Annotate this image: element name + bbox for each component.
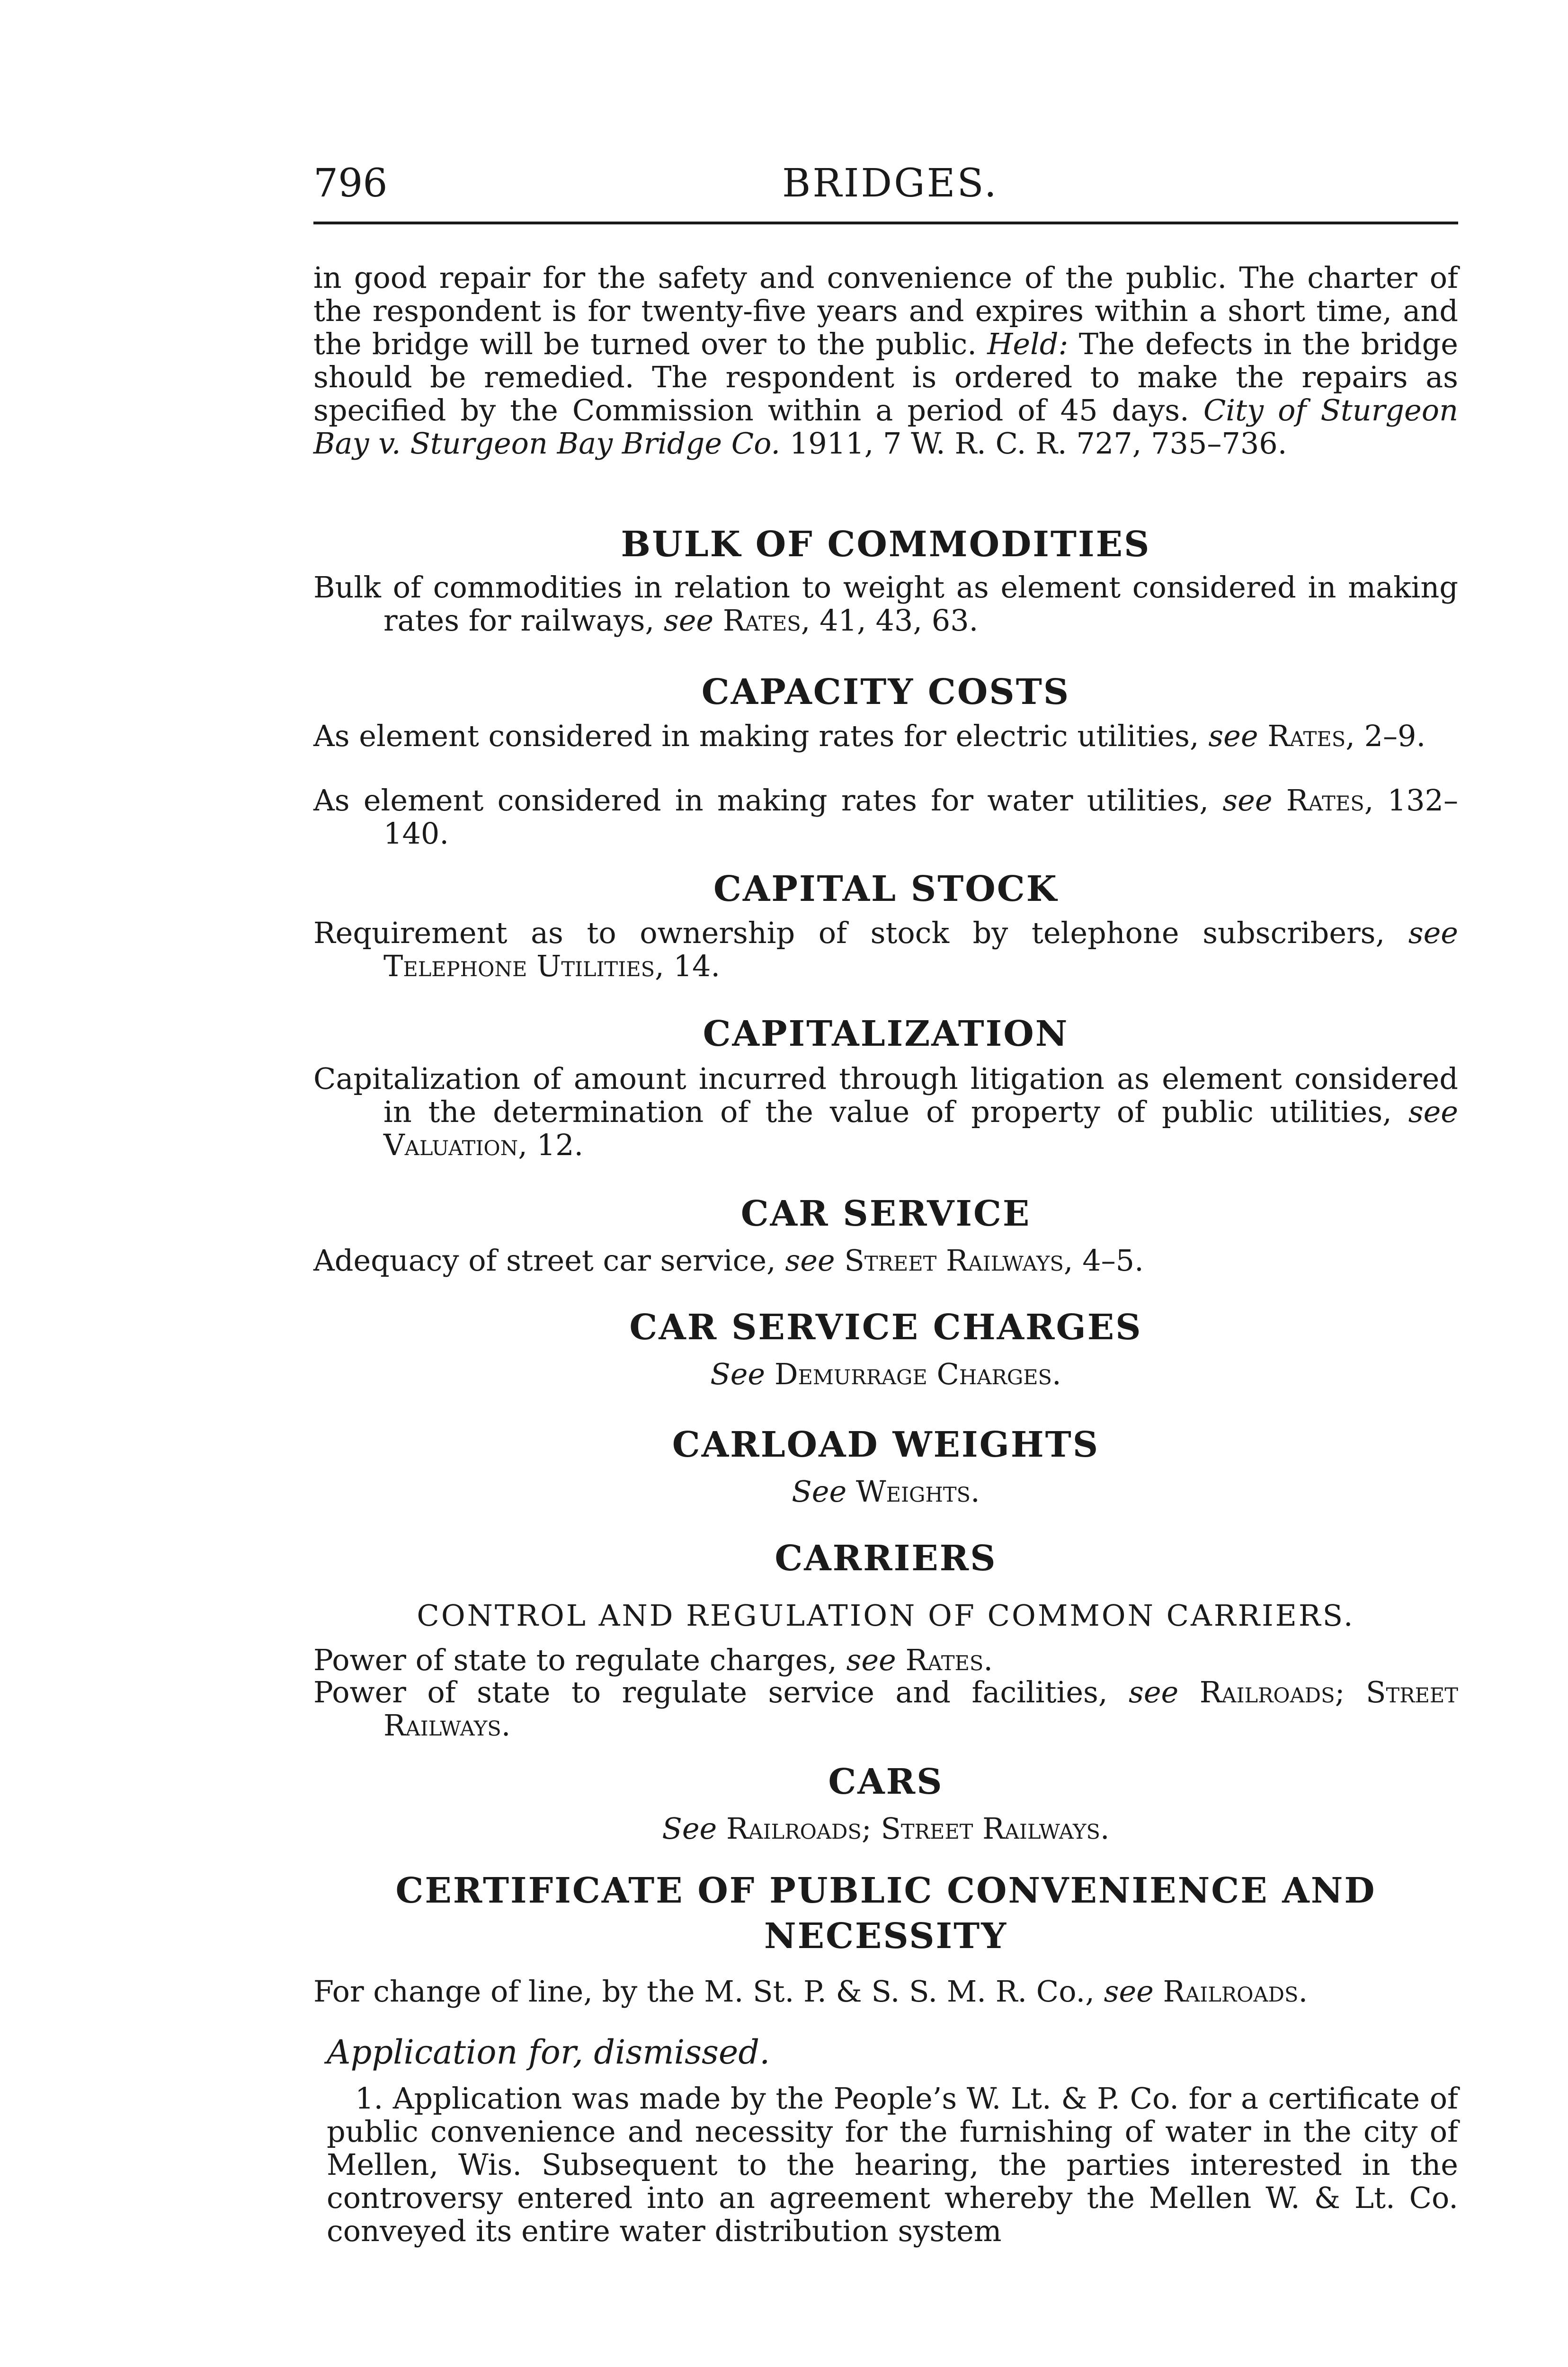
heading-carload-weights: CARLOAD WEIGHTS [672,1424,1100,1465]
cross-reference: Demurrage Charges [774,1357,1052,1391]
cross-reference: Valuation [383,1128,518,1162]
running-head: BRIDGES. [782,161,998,206]
heading-bulk-of-commodities: BULK OF COMMODITIES [621,524,1151,565]
header-rule [313,222,1458,224]
entry-capacity-water: As element considered in making rates for water utilities, see Rates, 132–140. [313,783,1458,851]
cross-reference: Rates [905,1643,984,1677]
entry-bulk: Bulk of commodities in relation to weight as element considered in making rates for railways, see Rates, 41, 43, 63. [313,570,1458,638]
cross-reference: Railroads [726,1811,862,1846]
see-line-carload-weights: See Weights. [792,1474,980,1509]
entry-carriers-charges: Power of state to regulate charges, see Rates. [313,1643,993,1677]
heading-car-service-charges: CAR SERVICE CHARGES [629,1307,1142,1348]
entry-carriers-service: Power of state to regulate service and facilities, see Railroads; Street Railways. [313,1675,1458,1743]
entry-capital-stock: Requirement as to ownership of stock by telephone subscribers, see Telephone Utilities, 14. [313,916,1458,983]
cross-reference: Street Railways [881,1811,1100,1846]
heading-capacity-costs: CAPACITY COSTS [701,672,1070,712]
heading-certificate: CERTIFICATE OF PUBLIC CONVENIENCE AND NECESSITY [395,1870,1376,1957]
subhead-application-dismissed: Application for, dismissed. [327,2033,770,2072]
subheading-control-regulation: CONTROL AND REGULATION OF COMMON CARRIERS. [417,1598,1355,1633]
cross-reference: Rates [722,603,801,638]
heading-capital-stock: CAPITAL STOCK [713,869,1058,909]
entry-car-service: Adequacy of street car service, see Street Railways, 4–5. [313,1243,1144,1278]
paragraph-application: 1. Application was made by the People’s W. Lt. & P. Co. for a certificate of public convenience and necessity for the furnishing of water in the city of Mellen, Wis. Subsequent to the hearing, the parties interested in the controversy entered into an agreement whereby the Mellen W. & Lt. Co. conveyed its entire water distribution system [327,2081,1458,2248]
heading-carriers: CARRIERS [775,1538,997,1579]
cross-reference: Rates [1286,783,1364,818]
cross-reference: Telephone Utilities [383,949,655,983]
cross-reference: Street Railways [844,1243,1064,1278]
entry-certificate-change-of-line: For change of line, by the M. St. P. & S. S. M. R. Co., see Railroads. [313,1974,1308,2009]
case-name: City of Sturgeon Bay v. Sturgeon Bay Bridge Co. [313,393,1459,461]
heading-capitalization: CAPITALIZATION [703,1014,1069,1054]
cross-reference: Railroads [1199,1675,1335,1709]
cross-reference: Weights [855,1474,971,1509]
cross-reference: Street Railways [383,1675,1458,1743]
entry-capitalization: Capitalization of amount incurred through litigation as element considered in the determination of the value of property of public utilities, see Valuation, 12. [313,1061,1458,1162]
see-line-cars: See Railroads; Street Railways. [662,1811,1110,1846]
intro-paragraph: in good repair for the safety and convenience of the public. The charter of the respondent is for twenty-five years and expires within a short time, and the bridge will be turned over to the public. Held: The defects in the bridge should be remedied. The respondent is ordered to make the repairs as specified by the Commission within a period of 45 days. City of Sturgeon Bay v. Sturgeon Bay Bridge Co. 1911, 7 W. R. C. R. 727, 735–736. [313,260,1459,461]
entry-capacity-electric: As element considered in making rates for electric utilities, see Rates, 2–9. [313,719,1426,753]
cross-reference: Railroads [1163,1974,1299,2009]
cross-reference: Rates [1267,719,1346,753]
heading-cars: CARS [828,1762,944,1802]
held-label: Held: [987,327,1069,361]
page-header [313,161,1458,213]
heading-car-service: CAR SERVICE [740,1193,1031,1234]
see-line-car-service-charges: See Demurrage Charges. [710,1357,1061,1391]
page-number: 796 [313,161,388,206]
